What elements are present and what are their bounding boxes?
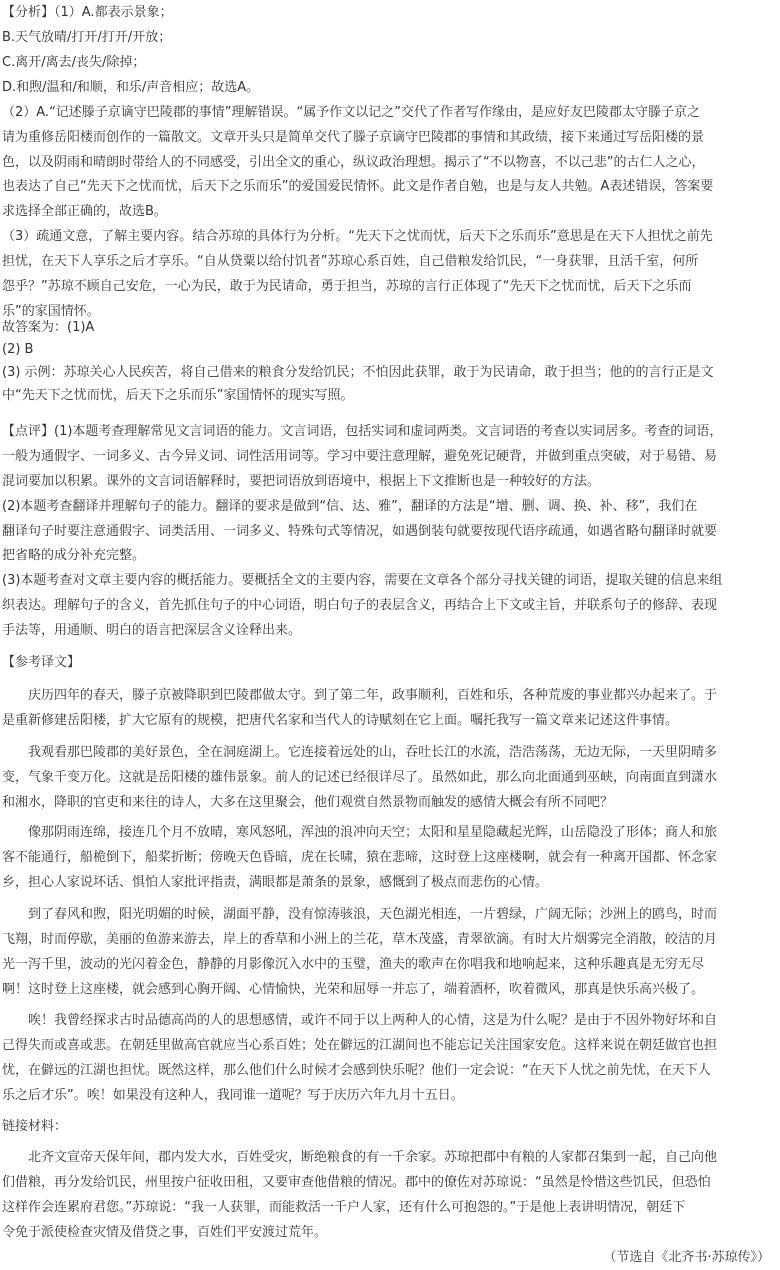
link-line: 北齐文宣帝天保年间，郡内发大水，百姓受灾，断绝粮食的有一千余家。苏琼把郡中有粮的人家都召集到一起，自己向他 [28,1150,718,1165]
link-heading: 链接材料： [2,1119,68,1134]
answer-line: 故答案为：(1)A [2,320,95,335]
translation-line: 乡，担心人家说坏话、惧怕人家批评指责，满眼都是萧条的景象，感慨到了极点而悲伤的心情。 [2,875,549,890]
comment-line: 【点评】(1)本题考查理解常见文言词语的能力。文言词语，包括实词和虚词两类。文言词语的考查以实词居多。考查的词语， [2,424,723,439]
translation-line: 光一泻千里，波动的光闪着金色，静静的月影像沉入水中的玉璧，渔夫的歌声在你唱我和地响起来，这种乐趣真是无穷无尽 [2,957,705,972]
translation-heading: 【参考译文】 [2,655,81,670]
analysis-line: 乐”的家国情怀。 [2,304,100,319]
translation-line: 我观看那巴陵郡的美好景色，全在洞庭湖上。它连接着远处的山，吞吐长江的水流，浩浩荡荡，无边无际，一天里阴晴多 [28,745,718,760]
translation-line: 啊！这时登上这座楼，就会感到心胸开阔、心情愉快，光荣和屈辱一并忘了，端着酒杯，吹着微风，那真是快乐高兴极了。 [2,982,705,997]
answer-line: 中“先天下之忧而忧，后天下之乐而乐”家国情怀的现实写照。 [2,388,354,403]
comment-line: 翻译句子时要注意通假字、词类活用、一词多义、特殊句式等情况，如遇倒装句就要按现代语序疏通，如遇省略句翻译时就要 [2,524,718,539]
analysis-line: 请为重修岳阳楼而创作的一篇散文。文章开头只是简单交代了滕子京谪守巴陵郡的事情和其政绩，接下来通过写岳阳楼的景 [2,130,705,145]
translation-line: 像那阴雨连绵，接连几个月不放晴，寒风怒吼，浑浊的浪冲向天空；太阳和星星隐藏起光辉，山岳隐没了形体；商人和旅 [28,825,718,840]
translation-line: 到了春风和煦，阳光明媚的时候，湖面平静，没有惊涛骇浪，天色湖光相连，一片碧绿，广阔无际；沙洲上的鸥鸟，时而 [28,907,718,922]
analysis-line: 担忧，在天下人享乐之后才享乐。“自从贷粟以给付饥者”苏琼心系百姓，自己借粮发给饥民，“一身获罪，且活千室，何所 [2,254,699,269]
translation-line: 庆历四年的春天，滕子京被降职到巴陵郡做太守。到了第二年，政事顺利，百姓和乐，各种荒废的事业都兴办起来了。于 [28,688,718,703]
comment-line: 把省略的成分补充完整。 [2,548,146,563]
analysis-line: （3）疏通文意，了解主要内容。结合苏琼的具体行为分析。“先天下之忧而忧，后天下之乐而乐”意思是在天下人担忧之前先 [2,229,713,244]
analysis-line: D.和煦/温和/和顺，和乐/声音相应；故选A。 [2,80,260,95]
analysis-line: 也表达了自己“先天下之忧而忧，后天下之乐而乐”的爱国爱民情怀。此文是作者自勉，也是与友人共勉。A表述错误，答案要 [2,179,714,194]
analysis-line: B.天气放晴/打开/打开/开放； [2,30,172,45]
translation-line: 己得失而或喜或悲。在朝廷里做高官就应当心系百姓；处在僻远的江湖间也不能忘记关注国家安危。这样来说在朝廷做官也担 [2,1038,718,1053]
comment-line: (3)本题考查对文章主要内容的概括能力。要概括全文的主要内容，需要在文章各个部分寻找关键的词语，提取关键的信息来组 [2,573,723,588]
translation-line: 变，气象千变万化。这就是岳阳楼的雄伟景象。前人的记述已经很详尽了。虽然如此，那么向北面通到巫峡，向南面直到潇水 [2,770,718,785]
link-line: 们借粮，再分发给饥民，州里按户征收田租，又要审查他借粮的情况。郡中的僚佐对苏琼说：“虽然是怜惜这些饥民，但恐怕 [2,1175,711,1190]
translation-line: 客不能通行，船桅倒下，船桨折断；傍晚天色昏暗，虎在长啸，猿在悲啼，这时登上这座楼啊，就会有一种离开国都、怀念家 [2,850,718,865]
comment-line: 织表达。理解句子的含义，首先抓住句子的中心词语，明白句子的表层含义，再结合上下文或主旨，并联系句子的修辞、表现 [2,598,718,613]
analysis-line: 怨乎？”苏琼不顾自己安危，一心为民，敢于为民请命，勇于担当，苏琼的言行正体现了“先天下之忧而忧，后天下之乐而 [2,279,692,294]
translation-line: 飞翔，时而停歇，美丽的鱼游来游去，岸上的香草和小洲上的兰花，草木茂盛，青翠欲滴。有时大片烟雾完全消散，皎洁的月 [2,932,718,947]
answer-line: (2) B [2,342,34,357]
comment-line: 手法等，用通顺、明白的语言把深层含义诠释出来。 [2,623,302,638]
link-line: 这样作会连累府君您。”苏琼说：“我一人获罪，而能救活一千户人家，还有什么可抱怨的。”于是他上表讲明情况，朝廷下 [2,1200,686,1215]
source-line: （节选自《北齐书·苏琼传》） [603,1250,770,1265]
translation-line: 乐之后才乐”。唉！如果没有这种人，我同谁一道呢？写于庆历六年九月十五日。 [2,1088,464,1103]
answer-line: (3) 示例：苏琼关心人民疾苦，将自己借来的粮食分发给饥民；不怕因此获罪，敢于为民请命，敢于担当；他的的言行正是文 [2,365,714,380]
analysis-line: 【分析】（1）A.都表示景象； [2,5,173,20]
translation-line: 忧，在僻远的江湖也担忧。既然这样，那么他们什么时候才会感到快乐呢？他们一定会说：“在天下人忧之前先忧，在天下人 [2,1063,711,1078]
analysis-line: 色，以及阴雨和晴朗时带给人的不同感受，引出全文的重心，纵议政治理想。揭示了“不以物喜，不以己悲”的古仁人之心， [2,155,705,170]
analysis-line: 求选择全部正确的，故选B。 [2,204,167,219]
comment-line: 一般为通假字、一词多义、古今异义词、词性活用词等。学习中要注意理解，避免死记硬背，并做到重点突破，对于易错、易 [2,449,718,464]
analysis-line: （2）A.“记述滕子京谪守巴陵郡的事情”理解错误。“属予作文以记之”交代了作者写作缘由，是应好友巴陵郡太守滕子京之 [2,105,701,120]
analysis-line: C.离开/离去/丧失/除掉； [2,55,146,70]
comment-line: 混词要加以积累。课外的文言词语解释时，要把词语放到语境中，根据上下文推断也是一种较好的方法。 [2,474,601,489]
link-line: 令免于派使检查灾情及借贷之事，百姓们平安渡过荒年。 [2,1225,328,1240]
comment-line: (2)本题考查翻译并理解句子的能力。翻译的要求是做到“信、达、雅”，翻译的方法是“增、删、调、换、补、移”，我们在 [2,499,698,514]
translation-line: 唉！我曾经探求古时品德高尚的人的思想感情，或许不同于以上两种人的心情，这是为什么呢？是由于不因外物好坏和自 [28,1013,718,1028]
translation-line: 和湘水，降职的官吏和来往的诗人，大多在这里聚会，他们观赏自然景物而触发的感情大概会有所不同吧？ [2,795,614,810]
translation-line: 是重新修建岳阳楼，扩大它原有的规模，把唐代名家和当代人的诗赋刻在它上面。嘱托我写一篇文章来记述这件事情。 [2,713,679,728]
